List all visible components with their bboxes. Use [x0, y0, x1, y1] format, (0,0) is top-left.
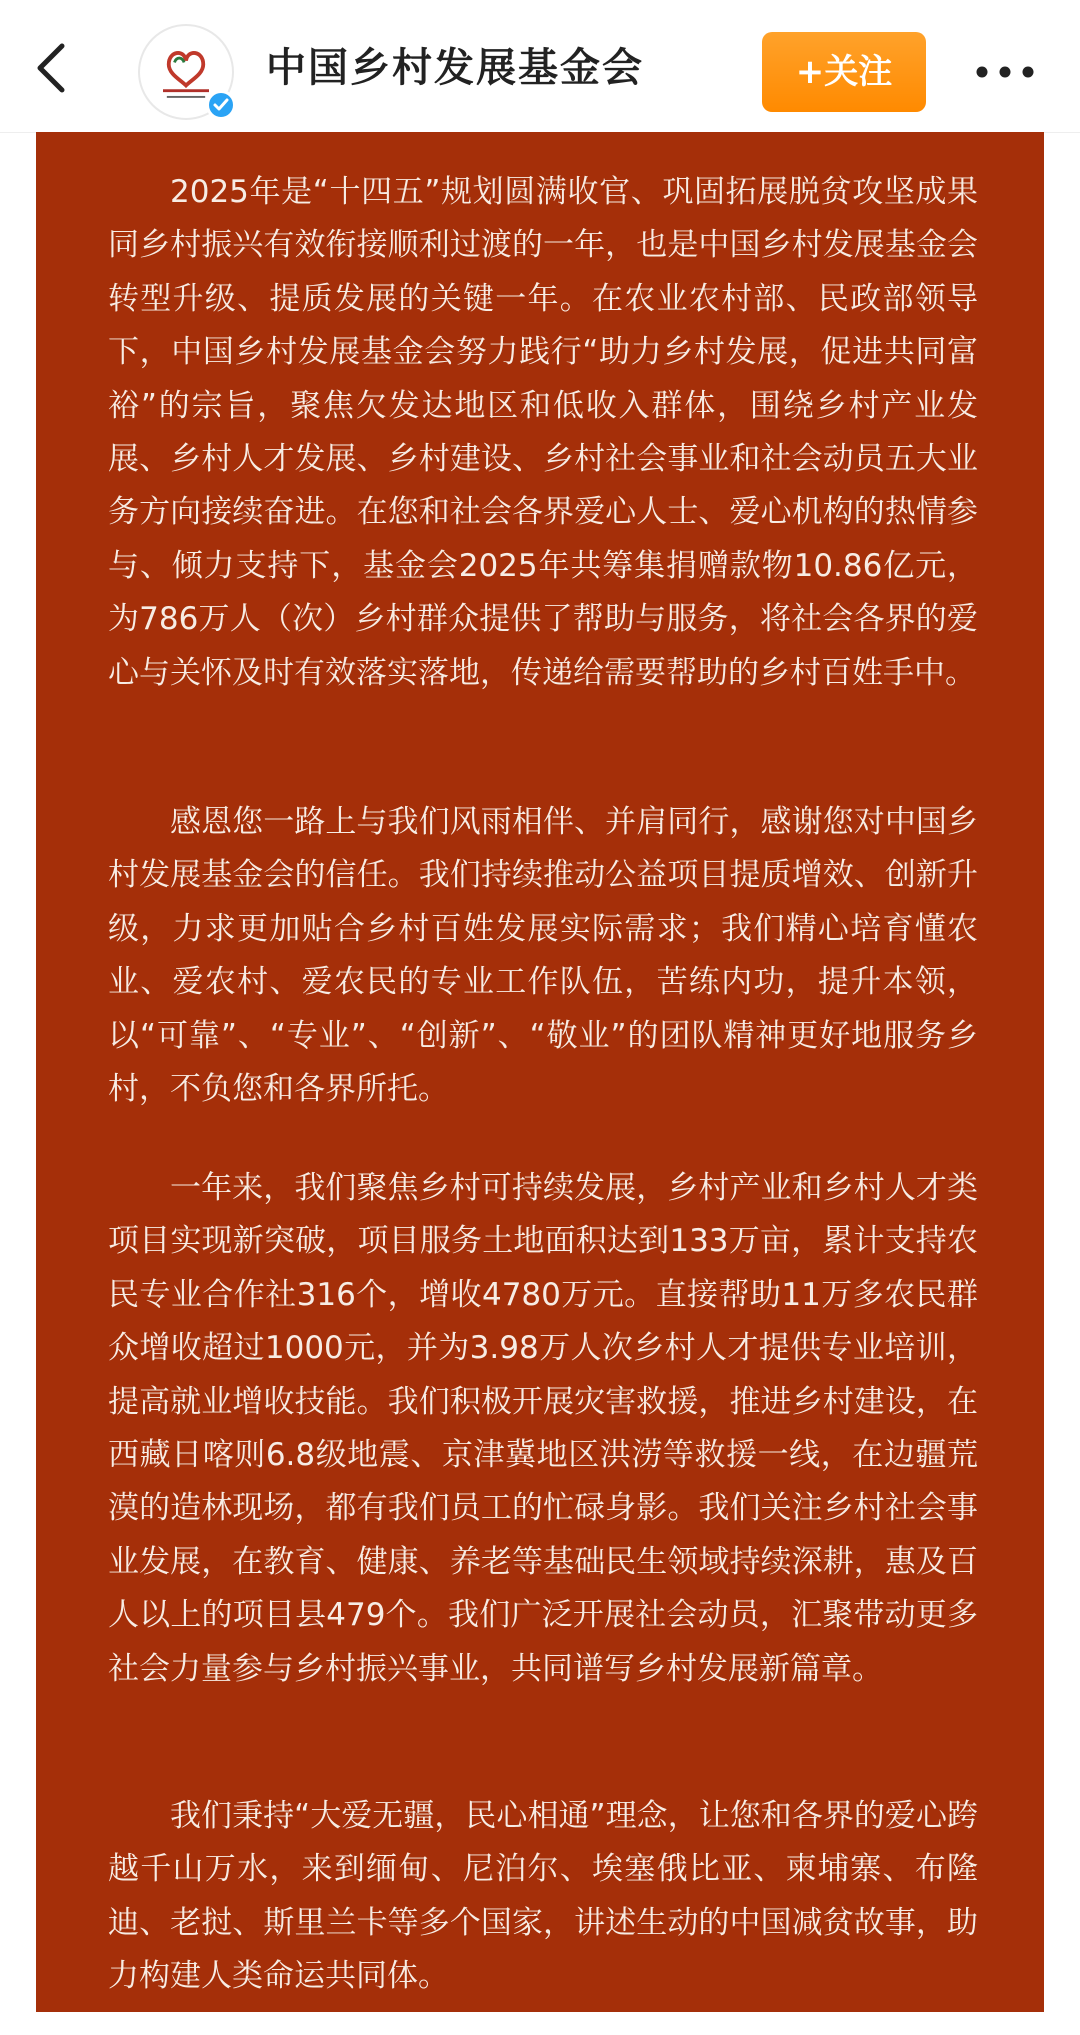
- more-options-button[interactable]: [970, 52, 1040, 92]
- follow-button[interactable]: +关注: [762, 32, 926, 112]
- account-name[interactable]: 中国乡村发展基金会: [266, 45, 644, 91]
- chevron-left-icon: [22, 36, 86, 100]
- verified-badge-icon: [209, 93, 233, 117]
- letter-paragraph-4: 我们秉持“大爱无疆，民心相通”理念，让您和各界的爱心跨越千山万水，来到缅甸、尼泊尔、埃塞俄比亚、柬埔寨、布隆迪、老挝、斯里兰卡等多个国家，讲述生动的中国减贫故事，助力构建人类命运共同体。: [108, 1798, 978, 1995]
- letter-paragraph-1: 2025年是“十四五”规划圆满收官、巩固拓展脱贫攻坚成果同乡村振兴有效衔接顺利过渡的一年，也是中国乡村发展基金会转型升级、提质发展的关键一年。在农业农村部、民政部领导下，中国乡村发展基金会努力践行“助力乡村发展，促进共同富裕”的宗旨，聚焦欠发达地区和低收入群体，围绕乡村产业发展、乡村人才发展、乡村建设、乡村社会事业和社会动员五大业务方向接续奋进。在您和社会各界爱心人士、爱心机构的热情参与、倾力支持下，基金会2025年共筹集捐赠款物10.86亿元，为786万人（次）乡村群众提供了帮助与服务，将社会各界的爱心与关怀及时有效落实落地，传递给需要帮助的乡村百姓手中。: [108, 174, 978, 691]
- top-navigation-bar: [0, 0, 1080, 133]
- verified-badge: [206, 90, 236, 120]
- more-dots-icon: [970, 52, 1040, 92]
- letter-paragraph-3: 一年来，我们聚焦乡村可持续发展，乡村产业和乡村人才类项目实现新突破，项目服务土地面积达到133万亩，累计支持农民专业合作社316个，增收4780万元。直接帮助11万多农民群众增收超过1000元，并为3.98万人次乡村人才提供专业培训，提高就业增收技能。我们积极开展灾害救援，推进乡村建设，在西藏日喀则6.8级地震、京津冀地区洪涝等救援一线，在边疆荒漠的造林现场，都有我们员工的忙碌身影。我们关注乡村社会事业发展，在教育、健康、养老等基础民生领域持续深耕，惠及百人以上的项目县479个。我们广泛开展社会动员，汇聚带动更多社会力量参与乡村振兴事业，共同谱写乡村发展新篇章。: [108, 1170, 978, 1687]
- bottom-spacer: [0, 2012, 1080, 2035]
- back-button[interactable]: [22, 36, 86, 100]
- letter-paragraph-2: 感恩您一路上与我们风雨相伴、并肩同行，感谢您对中国乡村发展基金会的信任。我们持续推动公益项目提质增效、创新升级，力求更加贴合乡村百姓发展实际需求；我们精心培育懂农业、爱农村、爱农民的专业工作队伍，苦练内功，提升本领，以“可靠”、“专业”、“创新”、“敬业”的团队精神更好地服务乡村，不负您和各界所托。: [108, 804, 978, 1108]
- letter-image[interactable]: [36, 132, 1044, 2012]
